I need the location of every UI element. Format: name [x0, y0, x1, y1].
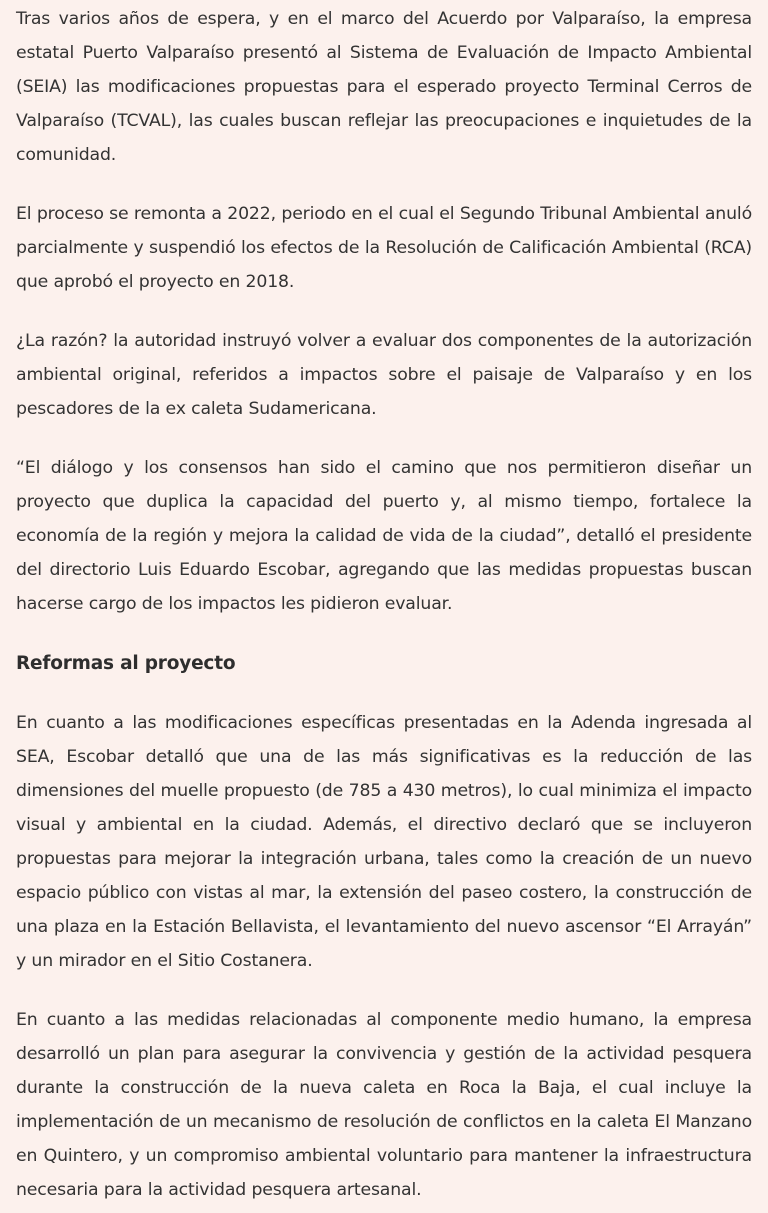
paragraph-medio-humano: En cuanto a las medidas relacionadas al componente medio humano, la empresa desarrolló un plan para asegurar la convivencia y gestión de la actividad pesquera durante la construcción de la nueva caleta en Roca la Baja, el cual incluye la implementación de un mecanismo de resolución de conflictos en la caleta El Manzano en Quintero, y un compromiso ambiental voluntario para mantener la infraestructura necesaria para la actividad pesquera artesanal. [16, 1010, 752, 1200]
paragraph-proceso: El proceso se remonta a 2022, periodo en el cual el Segundo Tribunal Ambiental anuló parcialmente y suspendió los efectos de la Resolución de Calificación Ambiental (RCA) que aprobó el proyecto en 2018. [16, 204, 752, 292]
paragraph-razon: ¿La razón? la autoridad instruyó volver a evaluar dos componentes de la autorización ambiental original, referidos a impactos sobre el paisaje de Valparaíso y en los pescadores de la ex caleta Sudamericana. [16, 331, 752, 419]
section-heading: Reformas al proyecto [16, 653, 236, 674]
paragraph-quote: “El diálogo y los consensos han sido el camino que nos permitieron diseñar un proyecto que duplica la capacidad del puerto y, al mismo tiempo, fortalece la economía de la región y mejora la calidad de vida de la ciudad”, detalló el presidente del directorio Luis Eduardo Escobar, agregando que las medidas propuestas buscan hacerse cargo de los impactos les pidieron evaluar. [16, 458, 752, 614]
paragraph-intro: Tras varios años de espera, y en el marco del Acuerdo por Valparaíso, la empresa estatal Puerto Valparaíso presentó al Sistema de Evaluación de Impacto Ambiental (SEIA) las modificaciones propuestas para el esperado proyecto Terminal Cerros de Valparaíso (TCVAL), las cuales buscan reflejar las preocupaciones e inquietudes de la comunidad. [16, 9, 752, 165]
paragraph-modificaciones: En cuanto a las modificaciones específicas presentadas en la Adenda ingresada al SEA, Escobar detalló que una de las más significativas es la reducción de las dimensiones del muelle propuesto (de 785 a 430 metros), lo cual minimiza el impacto visual y ambiental en la ciudad. Además, el directivo declaró que se incluyeron propuestas para mejorar la integración urbana, tales como la creación de un nuevo espacio público con vistas al mar, la extensión del paseo costero, la construcción de una plaza en la Estación Bellavista, el levantamiento del nuevo ascensor “El Arrayán” y un mirador en el Sitio Costanera. [16, 713, 752, 971]
